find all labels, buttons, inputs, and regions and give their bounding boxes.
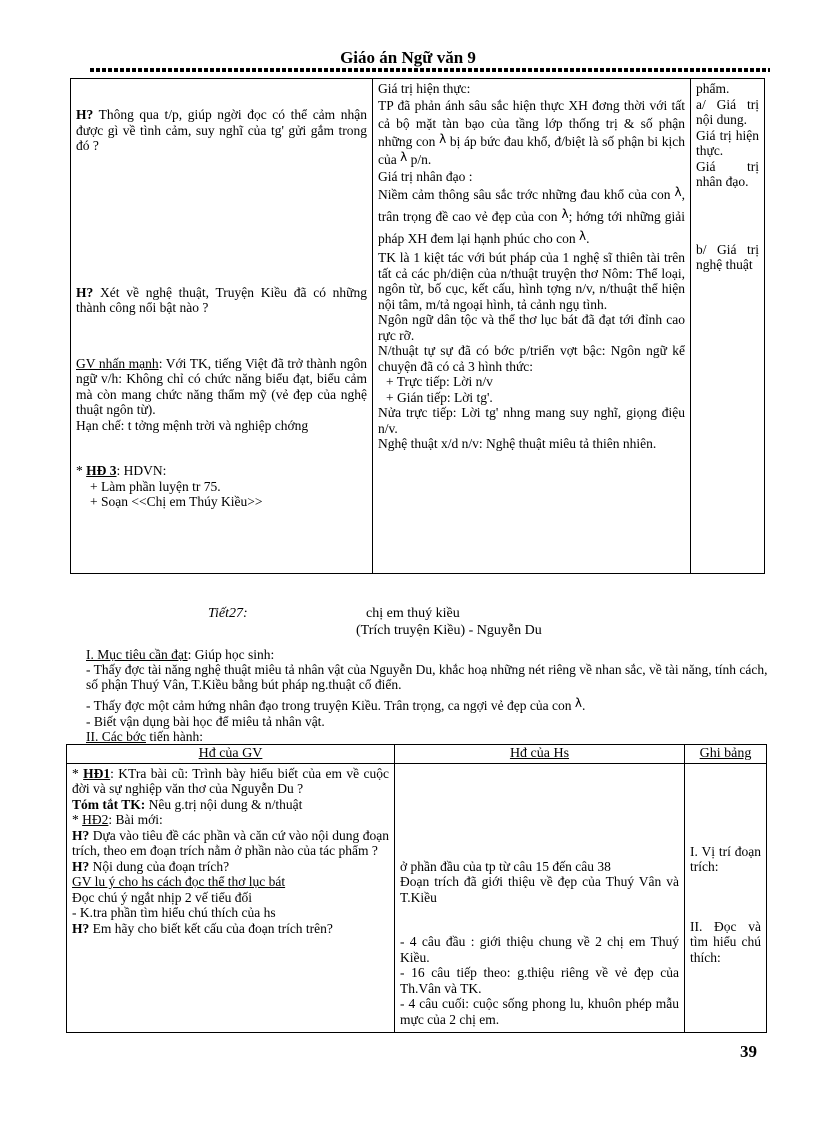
content-line: + Trực tiếp: Lời n/v bbox=[386, 374, 493, 389]
student-activity-cell bbox=[395, 763, 685, 1032]
lesson-label: Tiết27: bbox=[208, 606, 248, 621]
lambda-symbol: λ bbox=[439, 131, 447, 146]
answer-1: ở phần đầu của tp từ câu 15 đến câu 38 bbox=[400, 858, 611, 874]
teacher-emphasis: GV nhấn mạnh: Với TK, tiếng Việt đã trở thành ngôn ngữ v/h: Không chỉ có chức năng biểu đạt, biểu cảm mà còn mang chức năng thẩm mỹ (vẻ đẹp của nghệ thuật ngôn từ). bbox=[76, 355, 367, 417]
notes-line: b/ Giá trị nghệ thuật bbox=[696, 241, 759, 272]
column-header-notes: Ghi bảng bbox=[685, 745, 767, 764]
question-2: H? Nội dung của đoạn trích? bbox=[72, 858, 230, 874]
homework-item: + Làm phần luyện tr 75. bbox=[90, 478, 221, 494]
page-number: 39 bbox=[740, 1042, 757, 1061]
content-paragraph: Ngôn ngữ dân tộc và thể thơ lục bát đã đạt tới đỉnh cao rực rỡ. bbox=[378, 312, 685, 343]
objectives-heading: I. Mục tiêu cần đạt: Giúp học sinh: bbox=[86, 647, 275, 662]
teacher-column bbox=[71, 79, 373, 574]
answer-5: - 4 câu cuối: cuộc sống phong lu, khuôn phép mẫu mực của 2 chị em. bbox=[400, 996, 679, 1027]
content-paragraph: TK là 1 kiệt tác với bút pháp của 1 nghệ sĩ thiên tài trên tất cả các ph/diện của n/thuật truyện thơ Nôm: Thể loại, ngôn từ, bố cục, kết cấu, hình tợng n/v, n/thuật thể hiện nội tâm, m/tả ngoại hình, tả cảnh ngụ tình. bbox=[378, 250, 685, 312]
activity-2: * HĐ2: Bài mới: bbox=[72, 812, 163, 827]
steps-heading: II. Các bớc tiến hành: bbox=[86, 729, 203, 744]
lesson-table-continued bbox=[70, 78, 765, 574]
content-paragraph: Nghệ thuật x/d n/v: Nghệ thuật miêu tả thiên nhiên. bbox=[378, 436, 657, 451]
lambda-symbol: λ bbox=[578, 229, 587, 243]
activity-1: * HĐ1: KTra bài cũ: Trình bày hiểu biết của em về cuộc đời và sự nghiệp văn thơ của Nguyễn Du ? bbox=[72, 765, 390, 796]
lesson-activity-table bbox=[66, 744, 767, 1033]
board-note-2: II. Đọc và tìm hiểu chú thích: bbox=[690, 918, 761, 965]
content-paragraph: Niềm cảm thông sâu sắc trớc những đau khổ của con λ, trân trọng đề cao vẻ đẹp của con λ; hớng tới những giải pháp XH đem lại hạnh phúc cho con λ. bbox=[378, 185, 686, 246]
question-1: H? Thông qua t/p, giúp ngời đọc có thể cảm nhận được gì về tình cảm, suy nghĩ của tg' gửi gắm trong đó ? bbox=[76, 107, 367, 153]
answer-2: Đoạn trích đã giới thiệu về đẹp của Thuý Vân và T.Kiều bbox=[400, 874, 679, 905]
reading-note: Đọc chú ý ngắt nhịp 2 vế tiểu đối bbox=[72, 889, 252, 905]
lambda-symbol: λ bbox=[400, 149, 408, 164]
content-paragraph: TP đã phản ánh sâu sắc hiện thực XH đơng thời với tất cả bộ mặt tàn bạo của tầng lớp thống trị & số phận những con λ bị áp bức đau khổ, đ/biệt là số phận bi kịch của λ p/n. bbox=[378, 97, 685, 167]
notes-line: a/ Giá trị nội dung. bbox=[696, 96, 759, 127]
content-paragraph: Nửa trực tiếp: Lời tg' nhng mang suy nghĩ, giọng điệu n/v. bbox=[378, 405, 685, 436]
homework-item: + Soạn <<Chị em Thúy Kiều>> bbox=[90, 494, 263, 509]
check-note: - K.tra phần tìm hiểu chú thích của hs bbox=[72, 905, 276, 920]
question-1: H? Dựa vào tiêu đề các phần và căn cứ vào nội dung đoạn trích, theo em đoạn trích nằm ở phần nào của tác phẩm ? bbox=[72, 827, 389, 858]
teacher-activity-cell bbox=[67, 763, 395, 1032]
teacher-note: GV lu ý cho hs cách đọc thể thơ lục bát bbox=[72, 874, 286, 889]
lesson-subtitle: (Trích truyện Kiều) - Nguyễn Du bbox=[356, 623, 542, 638]
lesson-title: chị em thuý kiều bbox=[366, 606, 460, 621]
question-3: H? Em hãy cho biết kết cấu của đoạn trích trên? bbox=[72, 920, 333, 936]
summary-task: Tóm tắt TK: Nêu g.trị nội dung & n/thuật bbox=[72, 796, 303, 812]
answer-4: - 16 câu tiếp theo: g.thiệu riêng về vẻ đẹp của Th.Vân và TK. bbox=[400, 965, 679, 996]
page-header-title: Giáo án Ngữ văn 9 bbox=[340, 48, 476, 67]
lambda-symbol: λ bbox=[561, 207, 569, 221]
content-line: + Gián tiếp: Lời tg'. bbox=[386, 389, 493, 405]
content-line: Giá trị hiện thực: bbox=[378, 81, 471, 96]
notes-line: phẩm. bbox=[696, 81, 730, 96]
content-paragraph: N/thuật tự sự đã có bớc p/triển vợt bậc: Ngôn ngữ kể chuyện đã có cả 3 hình thức: bbox=[378, 343, 685, 374]
objective-item: - Biết vận dụng bài học để miêu tả nhân vật. bbox=[86, 714, 325, 729]
notes-line: Giá trị hiện thực. bbox=[696, 127, 759, 158]
board-note-1: I. Vị trí đoạn trích: bbox=[690, 843, 761, 874]
lambda-symbol: λ bbox=[574, 696, 582, 710]
content-line: Giá trị nhân đạo : bbox=[378, 168, 473, 184]
column-header-teacher: Hđ của GV bbox=[67, 745, 395, 764]
notes-cell bbox=[685, 763, 767, 1032]
notes-line: Giá trị nhân đạo. bbox=[696, 158, 759, 189]
homework-heading: * HĐ 3: HDVN: bbox=[76, 463, 167, 478]
question-2: H? Xét về nghệ thuật, Truyện Kiều đã có những thành công nổi bật nào ? bbox=[76, 284, 367, 315]
objective-item: - Thấy đợc tài năng nghệ thuật miêu tả nhân vật của Nguyễn Du, khắc hoạ những nét riêng về nhan sắc, về tài năng, tính cách, số phận Thuý Vân, T.Kiều bằng bút pháp ng.thuật cổ điển. bbox=[86, 662, 768, 692]
header-divider bbox=[90, 68, 770, 72]
objective-item: - Thấy đợc một cảm hứng nhân đạo trong truyện Kiều. Trân trọng, ca ngợi vẻ đẹp của con λ. bbox=[86, 696, 586, 713]
column-header-student: Hđ của Hs bbox=[395, 745, 685, 764]
answer-3: - 4 câu đầu : giới thiệu chung về 2 chị em Thuý Kiều. bbox=[400, 934, 679, 965]
student-column bbox=[373, 79, 691, 574]
lambda-symbol: λ bbox=[674, 185, 682, 199]
notes-column bbox=[691, 79, 765, 574]
limitation-note: Hạn chế: t tởng mệnh trời và nghiệp chớng bbox=[76, 417, 309, 433]
